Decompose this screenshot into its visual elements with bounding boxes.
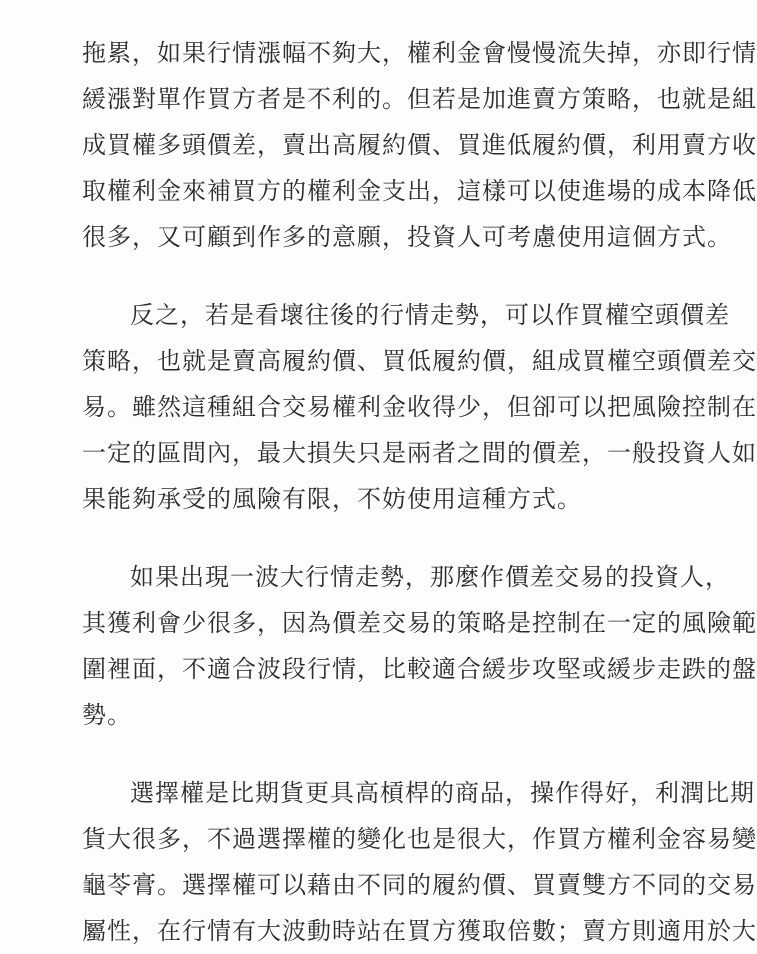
text-line: 圍裡面，不適合波段行情，比較適合緩步攻堅或緩步走跌的盤 [82, 655, 757, 683]
paragraph-4 [82, 770, 757, 954]
text-line: 屬性，在行情有大波動時站在買方獲取倍數；賣方則適用於大 [82, 917, 757, 945]
text-line: 緩漲對單作買方者是不利的。但若是加進賣方策略，也就是組 [82, 85, 757, 113]
paragraph-spacer [82, 260, 682, 292]
text-line: 易。雖然這種組合交易權利金收得少，但卻可以把風險控制在 [82, 393, 757, 421]
text-line: 果能夠承受的風險有限，不妨使用這種方式。 [82, 485, 582, 513]
paragraph-3 [82, 554, 757, 738]
text-line: 勢。 [82, 701, 132, 729]
document-page [82, 30, 757, 954]
text-line: 貨大很多，不過選擇權的變化也是很大，作買方權利金容易變 [82, 825, 757, 853]
paragraph-1 [82, 30, 757, 260]
text-line: 一定的區間內，最大損失只是兩者之間的價差，一般投資人如 [82, 439, 757, 467]
text-line: 策略，也就是賣高履約價、買低履約價，組成買權空頭價差交 [82, 347, 757, 375]
paragraph-2 [82, 292, 757, 522]
text-line: 其獲利會少很多，因為價差交易的策略是控制在一定的風險範 [82, 609, 757, 637]
text-line: 取權利金來補買方的權利金支出，這樣可以使進場的成本降低 [82, 177, 757, 205]
text-line: 很多，又可顧到作多的意願，投資人可考慮使用這個方式。 [82, 223, 732, 251]
paragraph-spacer [82, 522, 682, 554]
text-line: 拖累，如果行情漲幅不夠大，權利金會慢慢流失掉，亦即行情 [82, 39, 757, 67]
text-line: 反之，若是看壞往後的行情走勢，可以作買權空頭價差 [130, 301, 730, 329]
paragraph-spacer [82, 738, 682, 770]
text-line: 如果出現一波大行情走勢，那麼作價差交易的投資人， [130, 563, 730, 591]
text-line: 龜苓膏。選擇權可以藉由不同的履約價、買賣雙方不同的交易 [82, 871, 757, 899]
text-line: 選擇權是比期貨更具高槓桿的商品，操作得好，利潤比期 [130, 779, 755, 807]
text-line: 成買權多頭價差，賣出高履約價、買進低履約價，利用賣方收 [82, 131, 757, 159]
